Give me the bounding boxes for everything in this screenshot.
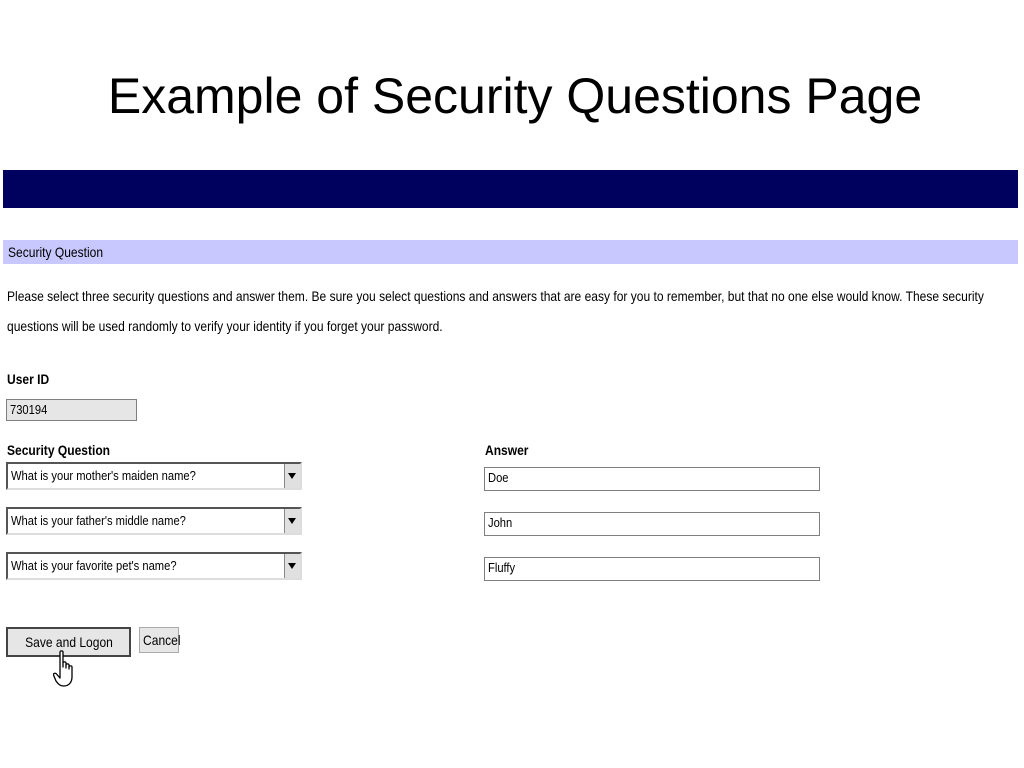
security-question-value-2: What is your father's middle name? <box>11 513 186 528</box>
user-id-label: User ID <box>7 371 50 387</box>
security-question-value-1: What is your mother's maiden name? <box>11 468 196 483</box>
section-header-label: Security Question <box>8 244 104 260</box>
top-nav-bar <box>3 170 1018 208</box>
answer-field-2[interactable]: John <box>484 512 820 536</box>
slide-title: Example of Security Questions Page <box>107 68 923 124</box>
instructions-text: Please select three security questions and answer them. Be sure you select questions and answers that are easy for you to remember, but that no one else would know. These security questions will be used randomly to verify your identity if you forget your password. <box>7 288 984 334</box>
cancel-button[interactable]: Cancel <box>139 627 179 653</box>
hand-pointer-icon <box>53 650 77 688</box>
security-question-select-2[interactable] <box>6 507 302 535</box>
answer-field-1[interactable]: Doe <box>484 467 820 491</box>
user-id-field: 730194 <box>6 399 137 421</box>
section-header <box>3 240 1018 264</box>
chevron-down-icon[interactable] <box>284 464 300 488</box>
security-question-value-3: What is your favorite pet's name? <box>11 558 177 573</box>
save-and-logon-button[interactable]: Save and Logon <box>6 627 131 657</box>
answer-label: Answer <box>485 442 529 458</box>
security-question-select-3[interactable] <box>6 552 302 580</box>
chevron-down-icon[interactable] <box>284 554 300 578</box>
security-question-select-1[interactable] <box>6 462 302 490</box>
chevron-down-icon[interactable] <box>284 509 300 533</box>
answer-field-3[interactable]: Fluffy <box>484 557 820 581</box>
security-question-label: Security Question <box>7 442 111 458</box>
